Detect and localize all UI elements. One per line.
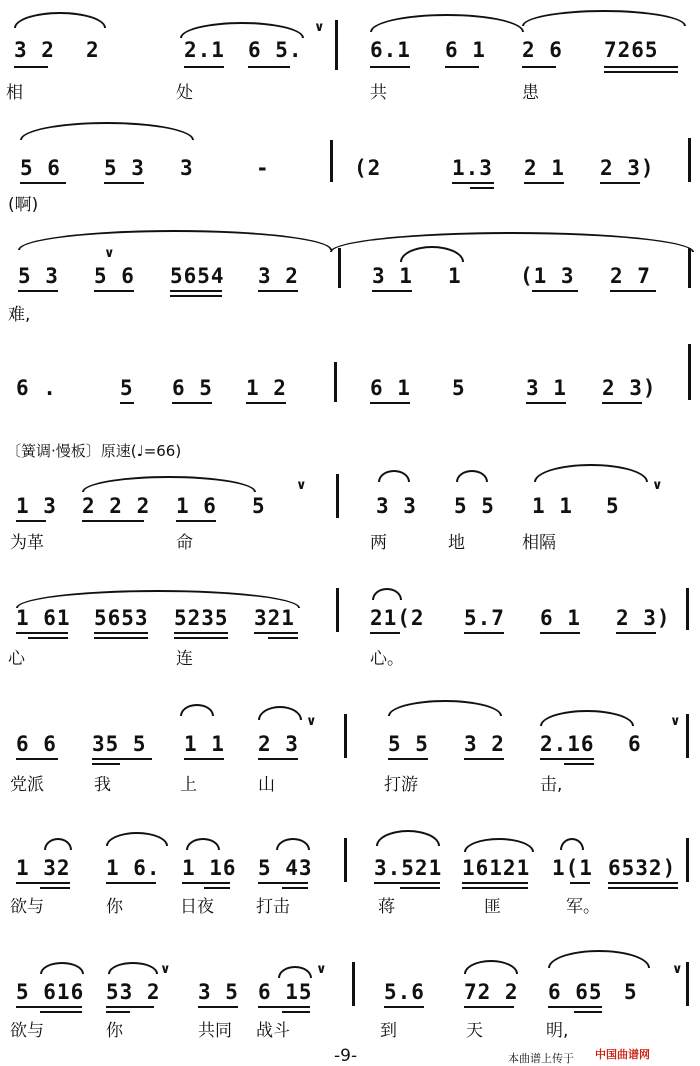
underline [470, 187, 494, 189]
slur [106, 832, 168, 846]
bar-line [686, 588, 689, 630]
note-group: 5 [624, 980, 638, 1004]
lyric: 共 [370, 83, 387, 103]
underline [282, 887, 308, 889]
underline [540, 632, 580, 634]
underline [106, 1006, 154, 1008]
slur [44, 838, 72, 850]
underline [574, 1011, 602, 1013]
note-group: 2 [86, 38, 100, 62]
underline [120, 402, 134, 404]
slur [376, 830, 440, 846]
underline [616, 632, 656, 634]
breath-mark: ∨ [672, 962, 683, 977]
note-group: 1 16 [182, 856, 237, 880]
slur [464, 838, 534, 852]
bar-line [352, 962, 355, 1006]
source-note: 本曲谱上传于 [508, 1052, 574, 1065]
note-group: 2.16 [540, 732, 595, 756]
note-group: 5653 [94, 606, 149, 630]
underline [452, 182, 494, 184]
lyric: 相 [6, 83, 23, 103]
lyric: 战斗 [256, 1021, 290, 1041]
note-group: 6 [628, 732, 642, 756]
note-group: 2.1 [184, 38, 225, 62]
note-group: 5 6 [94, 264, 135, 288]
underline [14, 66, 48, 68]
lyric: 匪 [484, 897, 501, 917]
slur [522, 10, 686, 26]
note-group: 1 61 [16, 606, 71, 630]
slur [378, 470, 410, 482]
note-group: 1 2 [246, 376, 287, 400]
underline [20, 182, 66, 184]
note-group: 6 65 [548, 980, 603, 1004]
note-group: 3 2 [14, 38, 55, 62]
slur [258, 706, 302, 720]
slur [180, 22, 304, 38]
note-group: 3 5 [198, 980, 239, 1004]
note-group: 2 6 [522, 38, 563, 62]
slur [20, 122, 194, 140]
underline [92, 758, 152, 760]
underline [600, 182, 640, 184]
bar-line [336, 474, 339, 518]
note-group: 1 1 [532, 494, 573, 518]
note-group: 6 1 [370, 376, 411, 400]
slur [108, 962, 158, 974]
underline [40, 1011, 82, 1013]
underline [94, 290, 134, 292]
slur [464, 960, 518, 974]
lyric: 到 [380, 1021, 397, 1041]
slur [278, 966, 312, 978]
lyric: 击, [540, 775, 563, 795]
underline [16, 758, 58, 760]
underline [372, 290, 412, 292]
note-group: 2 3) [602, 376, 657, 400]
underline [564, 763, 594, 765]
underline [608, 882, 678, 884]
note-group: 2 1 [524, 156, 565, 180]
underline [246, 402, 286, 404]
slur [186, 838, 220, 850]
underline [370, 632, 400, 634]
underline [258, 758, 298, 760]
lyric: 患 [522, 83, 539, 103]
underline [462, 887, 528, 889]
underline [174, 637, 228, 639]
note-group: 1.3 [452, 156, 493, 180]
lyric: 你 [106, 897, 123, 917]
note-group: 3 1 [372, 264, 413, 288]
underline [94, 637, 148, 639]
breath-mark: ∨ [104, 246, 115, 261]
underline [170, 290, 222, 292]
note-group: 1 32 [16, 856, 71, 880]
underline [268, 637, 298, 639]
underline [400, 887, 440, 889]
breath-mark: ∨ [316, 962, 327, 977]
note-group: 1 3 [16, 494, 57, 518]
underline [524, 182, 564, 184]
note-group: 5 43 [258, 856, 313, 880]
note-group: - [256, 156, 270, 180]
slur [534, 464, 648, 482]
underline [388, 758, 428, 760]
underline [16, 1006, 82, 1008]
underline [604, 66, 678, 68]
bar-line [344, 838, 347, 882]
lyric: 欲与 [10, 1021, 44, 1041]
slur [180, 704, 214, 716]
lyric: 天 [466, 1021, 483, 1041]
underline [464, 632, 504, 634]
note-group: 6 1 [540, 606, 581, 630]
note-group: 6 5. [248, 38, 303, 62]
note-group: 6 6 [16, 732, 57, 756]
breath-mark: ∨ [314, 20, 325, 35]
bar-line [688, 248, 691, 288]
note-group: 6 15 [258, 980, 313, 1004]
note-group: 5 3 [18, 264, 59, 288]
lyric: 我 [94, 775, 111, 795]
lyric: 打击 [256, 897, 290, 917]
lyric: 地 [448, 533, 465, 553]
note-group: 5 6 [20, 156, 61, 180]
underline [254, 632, 298, 634]
lyric: 相隔 [522, 533, 556, 553]
note-group: 7265 [604, 38, 659, 62]
note-group: 5 [120, 376, 134, 400]
note-group: 5 5 [454, 494, 495, 518]
note-group: 5235 [174, 606, 229, 630]
note-group: 2 2 2 [82, 494, 151, 518]
underline [176, 520, 216, 522]
underline [258, 290, 298, 292]
note-group: 3 2 [258, 264, 299, 288]
note-group: 6532) [608, 856, 677, 880]
note-group: 5 5 [388, 732, 429, 756]
note-group: 72 2 [464, 980, 519, 1004]
underline [170, 295, 222, 297]
slur [330, 232, 694, 252]
bar-line [334, 362, 337, 402]
breath-mark: ∨ [306, 714, 317, 729]
lyric: 日夜 [180, 897, 214, 917]
underline [602, 402, 642, 404]
underline [570, 882, 590, 884]
note-group: 1(1 [552, 856, 593, 880]
note-group: 2 7 [610, 264, 651, 288]
note-group: 5 [606, 494, 620, 518]
underline [370, 402, 410, 404]
underline [174, 632, 228, 634]
note-group: 3 2 [464, 732, 505, 756]
underline [106, 1011, 130, 1013]
lyric: 两 [370, 533, 387, 553]
note-group: 2 3) [616, 606, 671, 630]
underline [370, 66, 410, 68]
slur [82, 476, 256, 492]
note-group: (1 3 [520, 264, 575, 288]
bar-line [686, 962, 689, 1006]
underline [94, 632, 148, 634]
bar-line [688, 344, 691, 400]
note-group: 1 6. [106, 856, 161, 880]
note-group: 6 1 [445, 38, 486, 62]
slur [40, 962, 84, 974]
underline [384, 1006, 424, 1008]
note-group: 3 1 [526, 376, 567, 400]
underline [464, 758, 504, 760]
slur [370, 14, 524, 32]
bar-line [330, 140, 333, 182]
underline [16, 632, 68, 634]
underline [184, 66, 224, 68]
underline [462, 882, 528, 884]
underline [106, 882, 156, 884]
lyric: 心。 [370, 649, 404, 669]
note-group: 3 3 [376, 494, 417, 518]
bar-line [338, 248, 341, 288]
page-number: -9- [334, 1046, 358, 1066]
tempo-marking: 〔簧调·慢板〕原速(♩=66) [6, 442, 182, 460]
underline [522, 66, 556, 68]
underline [82, 520, 144, 522]
site-logo[interactable]: 中国曲谱网 [595, 1048, 650, 1061]
note-group: 6.1 [370, 38, 411, 62]
note-group: 35 5 [92, 732, 147, 756]
underline [464, 1006, 514, 1008]
slur [540, 710, 634, 726]
slur [456, 470, 488, 482]
slur [560, 838, 584, 850]
note-group: 2 3) [600, 156, 655, 180]
note-group: 5654 [170, 264, 225, 288]
underline [18, 290, 58, 292]
lyric: 上 [180, 775, 197, 795]
underline [610, 290, 656, 292]
underline [258, 882, 308, 884]
note-group: 53 2 [106, 980, 161, 1004]
slur [548, 950, 650, 968]
underline [104, 182, 144, 184]
lyric: 连 [176, 649, 193, 669]
lyric: 打游 [384, 775, 418, 795]
note-group: 6 5 [172, 376, 213, 400]
note-group: 5 3 [104, 156, 145, 180]
note-group: 16121 [462, 856, 531, 880]
breath-mark: ∨ [160, 962, 171, 977]
slur [14, 12, 106, 28]
underline [204, 887, 230, 889]
note-group: 1 6 [176, 494, 217, 518]
underline [16, 882, 70, 884]
underline [526, 402, 566, 404]
note-group: 1 1 [184, 732, 225, 756]
note-group: 5 [452, 376, 466, 400]
underline [248, 66, 290, 68]
bar-line [336, 588, 339, 632]
underline [184, 758, 224, 760]
lyric: 难, [8, 305, 31, 325]
underline [548, 1006, 602, 1008]
note-group: (2 [354, 156, 382, 180]
note-group: 21(2 [370, 606, 425, 630]
underline [258, 1006, 310, 1008]
lyric: 欲与 [10, 897, 44, 917]
bar-line [344, 714, 347, 758]
lyric: 共同 [198, 1021, 232, 1041]
lyric: 山 [258, 775, 275, 795]
lyric: 明, [546, 1021, 569, 1041]
lyric: 党派 [10, 775, 44, 795]
note-group: 5 616 [16, 980, 85, 1004]
bar-line [686, 714, 689, 758]
bar-line [686, 838, 689, 882]
note-group: 6 . [16, 376, 57, 400]
breath-mark: ∨ [652, 478, 663, 493]
breath-mark: ∨ [296, 478, 307, 493]
note-group: 2 3 [258, 732, 299, 756]
note-group: 5.7 [464, 606, 505, 630]
underline [282, 1011, 310, 1013]
underline [445, 66, 479, 68]
underline [532, 290, 578, 292]
underline [40, 887, 70, 889]
underline [604, 71, 678, 73]
underline [92, 763, 120, 765]
lyric: 蒋 [378, 897, 395, 917]
underline [182, 882, 230, 884]
slur [388, 700, 502, 716]
lyric: 军。 [566, 897, 600, 917]
note-group: 3.521 [374, 856, 443, 880]
slur [18, 230, 332, 250]
lyric: (啊) [8, 195, 39, 215]
bar-line [688, 138, 691, 182]
lyric: 为革 [10, 533, 44, 553]
note-group: 5 [252, 494, 266, 518]
underline [198, 1006, 238, 1008]
note-group: 3 [180, 156, 194, 180]
slur [372, 588, 402, 600]
underline [28, 637, 68, 639]
lyric: 处 [176, 83, 193, 103]
note-group: 321 [254, 606, 295, 630]
lyric: 你 [106, 1021, 123, 1041]
underline [16, 520, 46, 522]
underline [540, 758, 594, 760]
underline [608, 887, 678, 889]
slur [276, 838, 310, 850]
underline [374, 882, 440, 884]
lyric: 命 [176, 533, 193, 553]
underline [172, 402, 212, 404]
note-group: 1 [448, 264, 462, 288]
lyric: 心 [8, 649, 25, 669]
note-group: 5.6 [384, 980, 425, 1004]
bar-line [335, 20, 338, 70]
breath-mark: ∨ [670, 714, 681, 729]
